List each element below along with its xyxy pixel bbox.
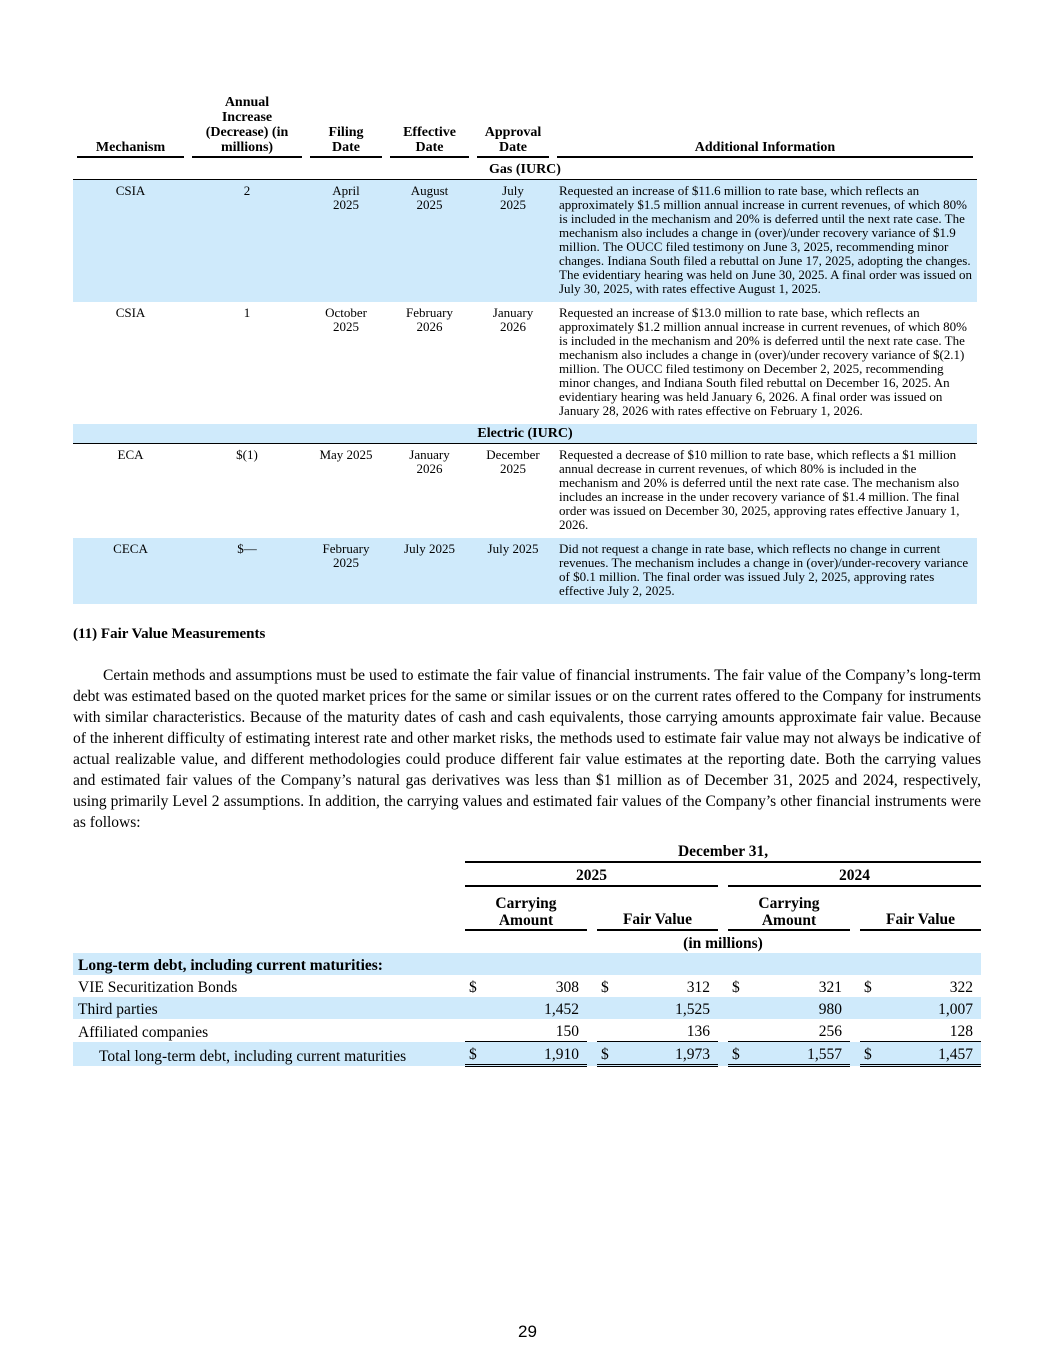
filing-date-cell: April 2025 — [332, 183, 360, 212]
units-row — [73, 930, 981, 953]
section-label: Long-term debt, including current maturities: — [78, 957, 383, 974]
table-row — [73, 1019, 981, 1042]
filing-date-cell: May 2025 — [319, 447, 373, 462]
amount-cell: $— — [237, 541, 257, 556]
carrying-2025-value: 1,452 — [544, 1001, 579, 1018]
carrying-2024-value: 256 — [818, 1023, 842, 1040]
table-row — [73, 538, 977, 604]
currency-symbol: $ — [864, 979, 872, 996]
total-fair-2024: 1,457 — [876, 1042, 981, 1066]
header-additional-info: Additional Information — [553, 95, 977, 160]
amount-cell: 1 — [243, 305, 251, 320]
fair-2024-value: 128 — [949, 1023, 974, 1040]
additional-info-cell: Did not request a change in rate base, which reflects no change in current revenues. The mechanism includes a change in (over)/under-recovery variance of $0.1 million. The final order was issued July 2, 2025, approving rates effective July 2, 2025. — [559, 541, 969, 598]
header-effective-date: Effective Date — [386, 95, 473, 160]
mechanism-cell: CECA — [113, 541, 148, 556]
period-header: December 31, — [465, 839, 981, 862]
fair-2025-value: 1,525 — [675, 1001, 710, 1018]
currency-symbol: $ — [728, 1042, 744, 1066]
section-heading: (11) Fair Value Measurements — [73, 626, 266, 642]
page-number: 29 — [518, 1322, 537, 1341]
mechanism-cell: ECA — [117, 447, 144, 462]
mechanism-header-row — [73, 95, 977, 160]
table-row — [73, 975, 981, 997]
table-row — [73, 444, 977, 539]
amount-cell: 2 — [243, 183, 251, 198]
fair-2024-value: 322 — [949, 979, 974, 996]
row-label: Third parties — [78, 1001, 158, 1018]
carrying-2025-value: 308 — [555, 979, 579, 996]
document-page — [73, 95, 981, 1067]
column-header-row — [73, 886, 981, 930]
total-fair-2025: 1,973 — [613, 1042, 718, 1066]
effective-date-cell: January 2026 — [409, 447, 450, 476]
year-2025-header: 2025 — [465, 862, 718, 886]
approval-date-cell: January 2026 — [492, 305, 534, 334]
period-header-row — [73, 839, 981, 862]
effective-date-cell: July 2025 — [404, 541, 455, 556]
table-row — [73, 180, 977, 303]
approval-date-cell: July 2025 — [500, 183, 526, 212]
row-label: VIE Securitization Bonds — [78, 979, 238, 996]
units-label: (in millions) — [683, 935, 763, 952]
fair-2025-value: 312 — [686, 979, 710, 996]
header-filing-date: Filing Date — [306, 95, 386, 160]
mechanism-cell: CSIA — [115, 183, 146, 198]
total-row — [73, 1042, 981, 1066]
carrying-2024-value: 980 — [818, 1001, 842, 1018]
section-label-row — [73, 953, 981, 975]
carrying-amount-header-2024: Carrying Amount — [728, 886, 850, 930]
currency-symbol: $ — [597, 1042, 613, 1066]
rate-mechanism-table — [73, 95, 977, 604]
fair-value-table — [73, 839, 981, 1067]
year-2024-header: 2024 — [728, 862, 981, 886]
total-carrying-2025: 1,910 — [481, 1042, 587, 1066]
table-row — [73, 302, 977, 424]
section-electric-iurc: Electric (IURC) — [73, 424, 977, 444]
table-row — [73, 997, 981, 1019]
effective-date-cell: August 2025 — [410, 183, 449, 212]
carrying-amount-header-2025: Carrying Amount — [465, 886, 587, 930]
filing-date-cell: February 2025 — [322, 541, 370, 570]
approval-date-cell: December 2025 — [486, 447, 540, 476]
additional-info-cell: Requested an increase of $13.0 million to rate base, which reflects an approximately $1.2 million annual increase in current revenues, of which 80% is included in the mechanism and 20% is deferred until the next rate case. The mechanism also includes a change in (over)/under recovery variance of $(2.1) million. The OUCC filed testimony on December 2, 2025, recommending minor changes, and Indiana South filed rebuttal on December 16, 2025. An evidentiary hearing was held January 6, 2026. A final order was issued on January 28, 2026 with rates effective on February 1, 2026. — [559, 305, 967, 418]
filing-date-cell: October 2025 — [325, 305, 367, 334]
header-mechanism: Mechanism — [73, 95, 188, 160]
header-approval-date: Approval Date — [473, 95, 553, 160]
header-annual-increase: Annual Increase (Decrease) (in millions) — [188, 95, 306, 160]
currency-symbol: $ — [601, 979, 609, 996]
total-carrying-2024: 1,557 — [744, 1042, 850, 1066]
mechanism-cell: CSIA — [115, 305, 146, 320]
currency-symbol: $ — [469, 979, 477, 996]
carrying-2025-value: 150 — [555, 1023, 579, 1040]
fair-value-header-2024: Fair Value — [860, 886, 981, 930]
fair-value-header-2025: Fair Value — [597, 886, 718, 930]
body-paragraph: Certain methods and assumptions must be used to estimate the fair value of financial instruments. The fair value of the Company’s long-term debt was estimated based on the quoted market prices for the same or similar issues or on the current rates offered to the Company for instruments with similar characteristics. Because of the maturity dates of cash and cash equivalents, those carrying amounts approximate fair value. Because of the inherent difficulty of estimating interest rate and other market risks, the methods used to estimate fair value may not always be indicative of actual realizable value, and different methodologies could produce different fair value estimates at the reporting date. Both the carrying values and estimated fair values of the Company’s natural gas derivatives was less than $1 million as of December 31, 2025 and 2024, respectively, using primarily Level 2 assumptions. In addition, the carrying values and estimated fair values of the Company’s other financial instruments were as follows: — [73, 667, 981, 831]
total-label: Total long-term debt, including current maturities — [99, 1047, 407, 1065]
row-label: Affiliated companies — [78, 1023, 209, 1041]
currency-symbol: $ — [465, 1042, 481, 1066]
fair-2024-value: 1,007 — [938, 1001, 974, 1018]
amount-cell: $(1) — [236, 447, 258, 462]
additional-info-cell: Requested an increase of $11.6 million to rate base, which reflects an approximately $1.5 million annual increase in current revenues, of which 80% is included in the mechanism and 20% is deferred until the next rate case. The mechanism also includes a change in (over)/under recovery variance of $1.9 million. The OUCC filed testimony on June 3, 2025, recommending minor changes. Indiana South filed a rebuttal on June 17, 2025, adopting the changes. The evidentiary hearing was held on June 30, 2025. A final order was issued on July 30, 2025, with rates effective August 1, 2025. — [559, 183, 973, 296]
currency-symbol: $ — [732, 979, 740, 996]
carrying-2024-value: 321 — [818, 979, 842, 996]
approval-date-cell: July 2025 — [487, 541, 539, 556]
year-header-row — [73, 862, 981, 886]
fair-2025-value: 136 — [686, 1023, 710, 1040]
section-gas-iurc: Gas (IURC) — [73, 160, 977, 180]
currency-symbol: $ — [860, 1042, 876, 1066]
additional-info-cell: Requested a decrease of $10 million to rate base, which reflects a $1 million annual decrease in current revenues, of which 80% is included in the mechanism and 20% is deferred until the next rate case. The mechanism also includes an increase in the under recovery variance of $1.4 million. The final order was issued on December 30, 2025, approving rates effective January 1, 2026. — [559, 447, 960, 532]
effective-date-cell: February 2026 — [406, 305, 453, 334]
